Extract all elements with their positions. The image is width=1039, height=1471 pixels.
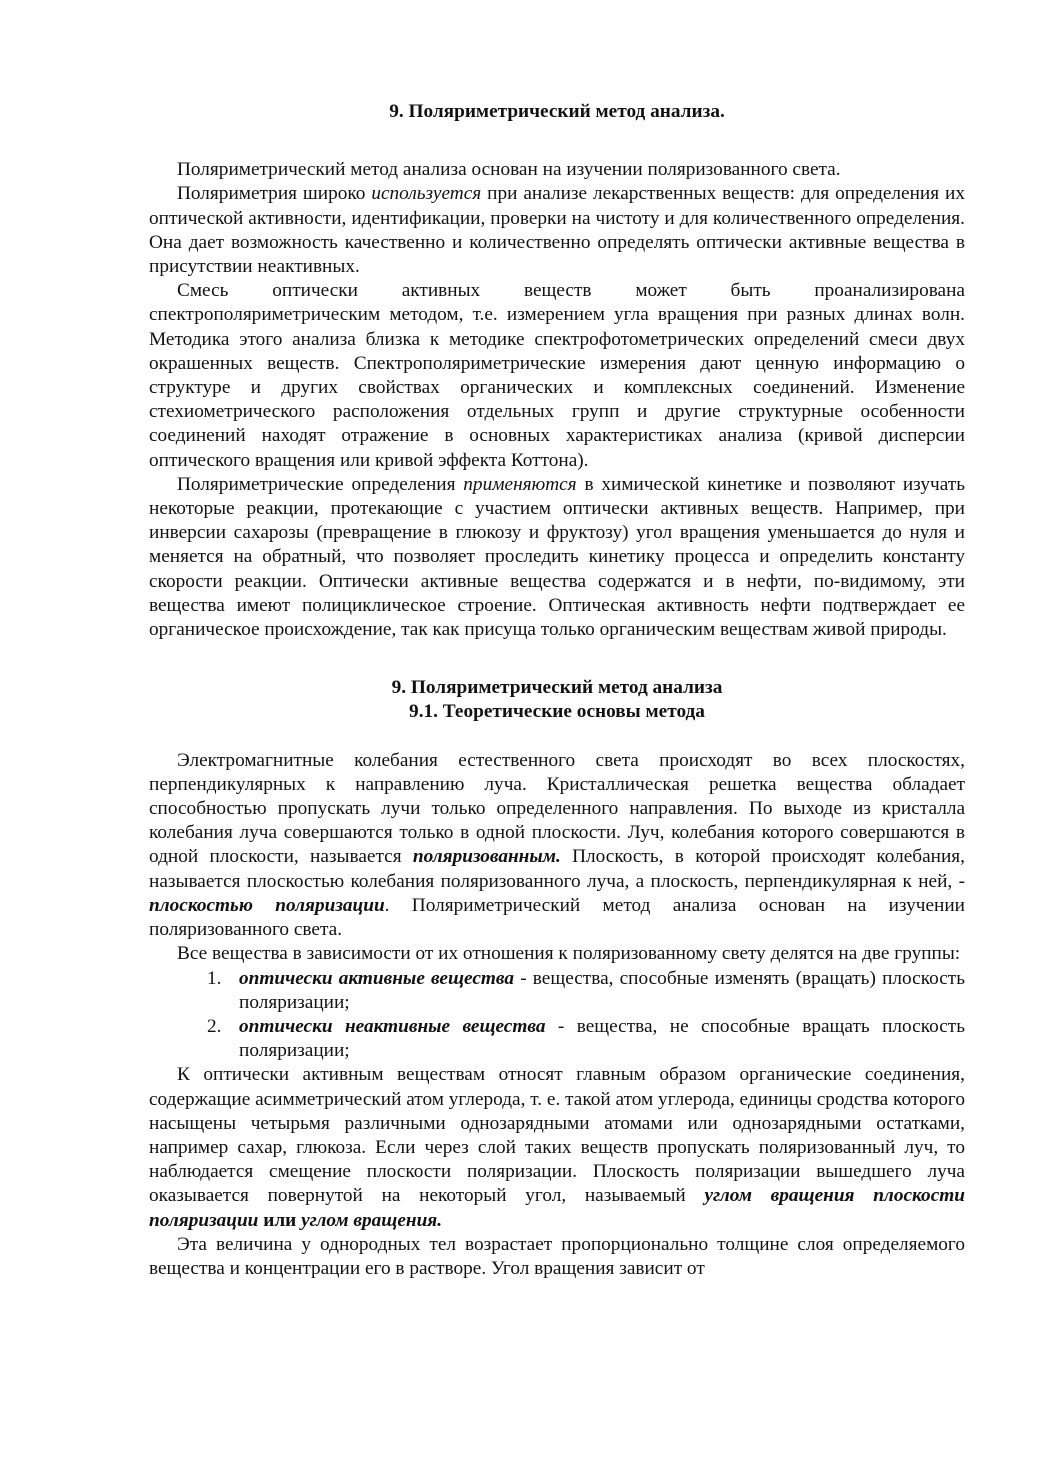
text-run: Поляриметрия широко bbox=[177, 183, 372, 205]
intro-paragraph-4 bbox=[149, 473, 965, 642]
bold-italic-term: оптически неактивные вещества bbox=[239, 1015, 546, 1037]
list-item bbox=[149, 967, 965, 1015]
text-run: Поляриметрические определения bbox=[177, 473, 464, 495]
italic-term: используется bbox=[371, 183, 482, 205]
text-run: - вещества, не способные вращать плоскость поляризации; bbox=[239, 1015, 965, 1062]
bold-italic-term: поляризованным. bbox=[412, 846, 561, 868]
section-heading: 9. Поляриметрический метод анализа bbox=[391, 677, 723, 699]
text-run: . Поляриметрический метод анализа основан на изучении поляризованного света. bbox=[149, 894, 965, 941]
theory-paragraph-4: Эта величина у однородных тел возрастает пропорционально толщине слоя определяемого вещества и концентрации его в растворе. Угол вращения зависит от bbox=[149, 1233, 965, 1279]
bold-italic-term: углом вращения. bbox=[301, 1209, 443, 1231]
text-run: - вещества, способные изменять (вращать) плоскость поляризации; bbox=[239, 967, 965, 1013]
spacer bbox=[149, 124, 965, 158]
italic-term: применяются bbox=[463, 473, 577, 495]
bold-italic-term: плоскостью поляризации bbox=[149, 894, 385, 916]
text-run: при анализе лекарственных веществ: для определения их оптической активности, идентификации, проверки на чистоту и для количественного определения. Она дает возможность качественно и количественно определять оптически активные вещества в присутствии неактивных. bbox=[149, 183, 966, 278]
theory-paragraph-2: Все вещества в зависимости от их отношения к поляризованному свету делятся на две группы: bbox=[177, 943, 961, 965]
text-run: в химической кинетике и позволяют изучать некоторые реакции, протекающие с участием оптически активных веществ. Например, при инверсии сахарозы (превращение в глюкозу и фруктозу) угол вращения уменьшается до нуля и меняется на обратный, что позволяет проследить кинетику процесса и определить константу скорости реакции. Оптически активные вещества содержатся и в нефти, по-видимому, эти вещества имеют полициклическое строение. Оптическая активность нефти подтверждает ее органическое происхождение, так как присуща только органическим веществам живой природы. bbox=[149, 473, 965, 641]
list-item bbox=[149, 1015, 965, 1063]
text-run: К оптически активным веществам относят главным образом органические соединения, содержащие асимметрический атом углерода, т. е. такой атом углерода, единицы сродства которого насыщены четырьмя различными однозарядными атомами или однозарядными остатками, например сахар, глюкоза. Если через слой таких веществ пропускать поляризованный луч, то наблюдается смещение плоскости поляризации. Плоскость поляризации вышедшего луча оказывается повернутой на некоторый угол, называемый bbox=[149, 1064, 965, 1207]
bold-italic-term: оптически активные вещества bbox=[239, 967, 515, 989]
list-number: 2. bbox=[207, 1015, 222, 1037]
intro-paragraph-1: Поляриметрический метод анализа основан на изучении поляризованного света. bbox=[177, 159, 841, 181]
section-subheading: 9.1. Теоретические основы метода bbox=[409, 701, 705, 723]
bold-italic-term: углом вращения плоскости поляризации bbox=[149, 1185, 965, 1231]
text-run: Электромагнитные колебания естественного света происходят во всех плоскостях, перпендикулярных к направлению луча. Кристаллическая решетка вещества обладает способностью пропускать лучи только определенного направления. По выходе из кристалла колебания луча совершаются только в одной плоскости. Луч, колебания которого совершаются в одной плоскости, называется bbox=[149, 749, 965, 868]
page-title: 9. Поляриметрический метод анализа. bbox=[389, 101, 725, 122]
text-run: Плоскость, в которой происходят колебания, называется плоскостью колебания поляризованного луча, а плоскость, перпендикулярная к ней, - bbox=[149, 846, 965, 892]
theory-paragraph-3 bbox=[149, 1063, 965, 1232]
list-number: 1. bbox=[207, 967, 222, 989]
numbered-list bbox=[149, 967, 965, 1064]
theory-paragraph-1 bbox=[149, 749, 965, 943]
bold-conjunction: или bbox=[258, 1209, 302, 1231]
intro-paragraph-2 bbox=[149, 182, 965, 279]
spacer bbox=[149, 725, 965, 749]
spacer bbox=[149, 642, 965, 676]
intro-paragraph-3: Смесь оптически активных веществ может быть проанализирована спектрополяриметрическим методом, т.е. измерением угла вращения при разных длинах волн. Методика этого анализа близка к методике спектрофотометрических определений смеси двух окрашенных веществ. Спектрополяриметрические измерения дают ценную информацию о структуре и других свойствах органических и комплексных соединений. Изменение стехиометрического расположения отдельных групп и другие структурные особенности соединений находят отражение в основных характеристиках анализа (кривой дисперсии оптического вращения или кривой эффекта Коттона). bbox=[149, 280, 965, 471]
